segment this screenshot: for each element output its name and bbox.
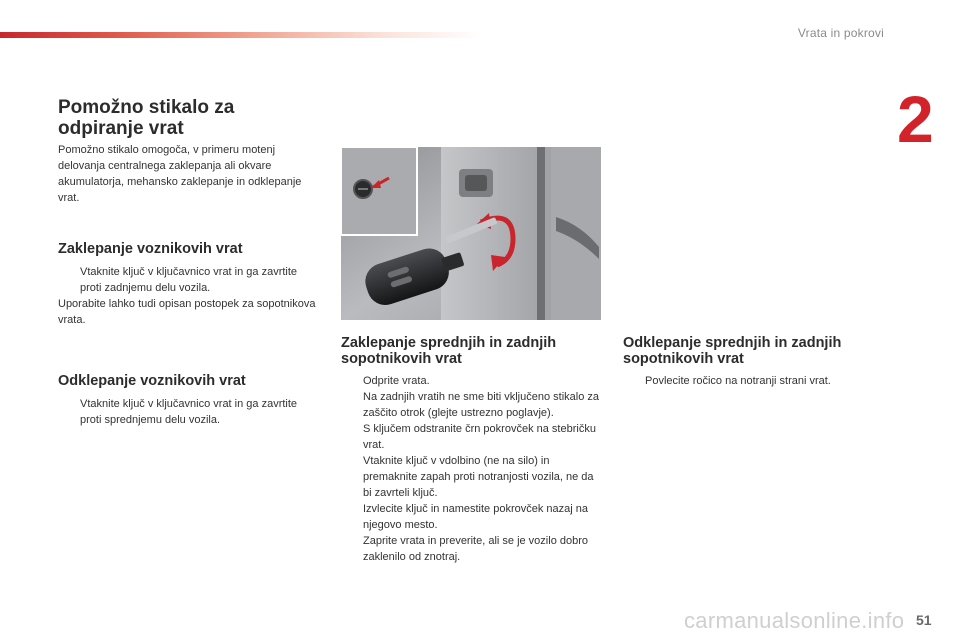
- driver-lock-note: Uporabite lahko tudi opisan postopek za sopotnikova vrata.: [58, 298, 316, 326]
- key-lock-illustration: [341, 147, 601, 320]
- passenger-lock-heading: Zaklepanje sprednjih in zadnjih sopotnikovih vrat: [341, 335, 557, 367]
- passenger-unlock-heading: Odklepanje sprednjih in zadnjih sopotnikovih vrat: [623, 335, 842, 367]
- list-item: Vtaknite ključ v ključavnico vrat in ga zavrtite proti zadnjemu delu vozila.: [80, 266, 298, 294]
- passenger-unlock-list: [623, 373, 885, 389]
- watermark: carmanualsonline.info: [684, 608, 905, 633]
- section-title: Vrata in pokrovi: [797, 26, 884, 40]
- driver-lock-list: [58, 264, 308, 296]
- driver-unlock-list: [58, 396, 308, 428]
- list-item: Vtaknite ključ v ključavnico vrat in ga zavrtite proti sprednjemu delu vozila.: [80, 398, 298, 426]
- list-item: Vtaknite ključ v vdolbino (ne na silo) in premaknite zapah proti notranjosti vozila, ne da bi zavrteli ključ.: [363, 455, 594, 499]
- chapter-number: 2: [897, 82, 934, 156]
- list-item: Izvlecite ključ in namestite pokrovček nazaj na njegovo mesto.: [363, 503, 588, 531]
- page-title: Pomožno stikalo za odpiranje vrat: [58, 97, 235, 139]
- driver-lock-heading: Zaklepanje voznikovih vrat: [58, 241, 243, 257]
- list-item: Zaprite vrata in preverite, ali se je vozilo dobro zaklenilo od znotraj.: [363, 535, 588, 563]
- list-item: S ključem odstranite črn pokrovček na stebričku vrat.: [363, 423, 596, 451]
- list-item: Na zadnjih vratih ne sme biti vključeno stikalo za zaščito otrok (glejte ustrezno poglavje).: [363, 391, 600, 419]
- driver-unlock-heading: Odklepanje voznikovih vrat: [58, 373, 246, 389]
- list-item: Povlecite ročico na notranji strani vrat.: [645, 375, 831, 387]
- intro-paragraph: Pomožno stikalo omogoča, v primeru motenj delovanja centralnega zaklepanja ali okvare akumulatorja, mehansko zaklepanje in odklepanje vrat.: [58, 144, 302, 204]
- header-accent-bar: [0, 32, 480, 38]
- page-number: 51: [916, 612, 932, 628]
- list-item: Odprite vrata.: [363, 375, 430, 387]
- passenger-lock-list: [341, 373, 603, 565]
